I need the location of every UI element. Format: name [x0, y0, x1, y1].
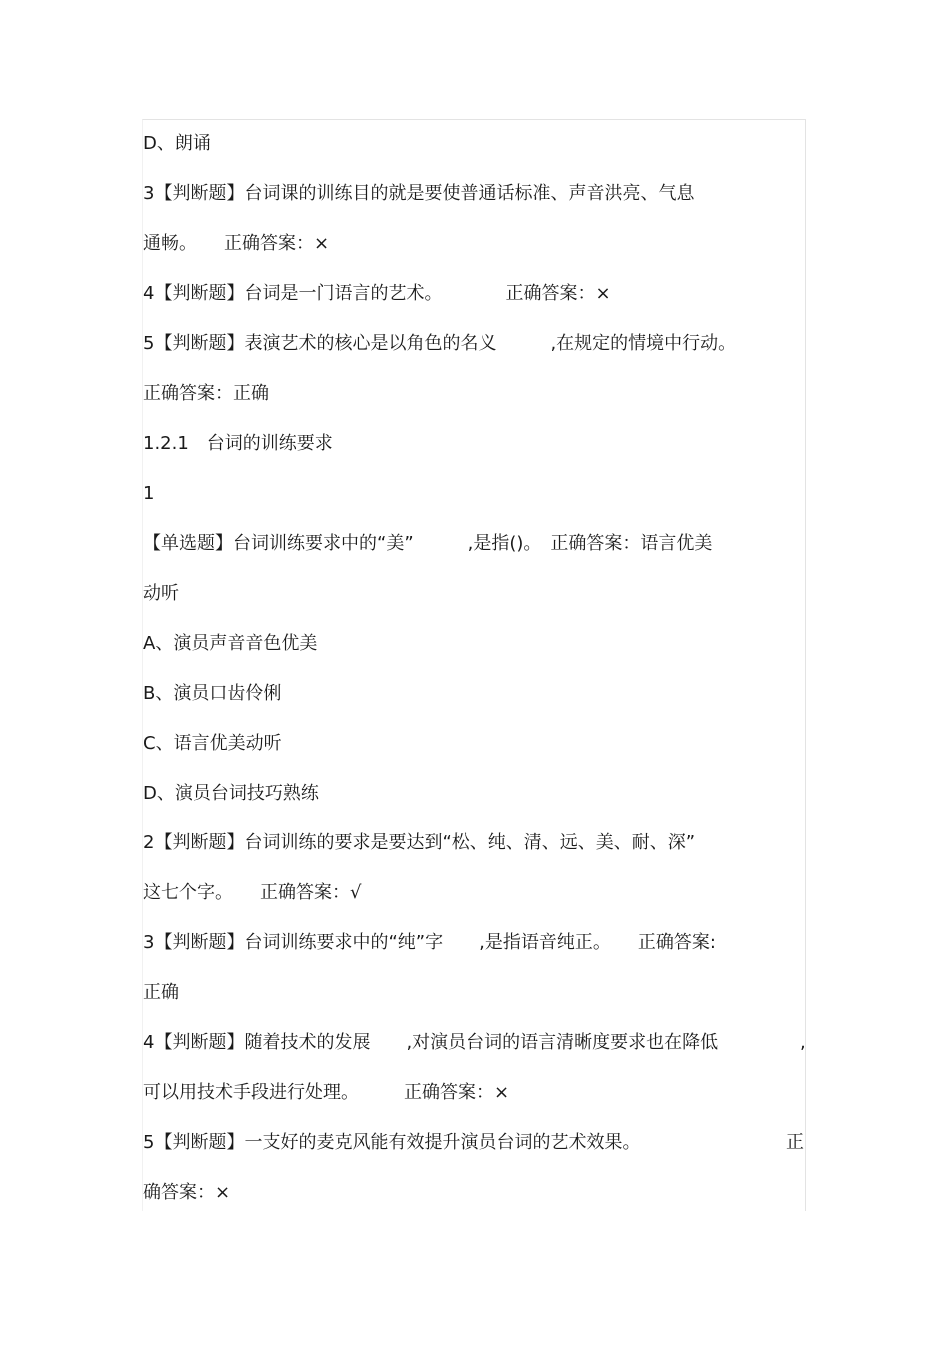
- single-choice-question-line-2: 动听: [143, 583, 179, 604]
- option-b: B、演员口齿伶俐: [143, 683, 282, 704]
- single-choice-question-line-1: 【单选题】台词训练要求中的“美” ,是指()。 正确答案：语言优美: [143, 533, 713, 554]
- question-3-line-1: 3【判断题】台词课的训练目的就是要使普通话标准、声音洪亮、气息: [143, 183, 695, 204]
- judgement-2-line-2: 这七个字。 正确答案：√: [143, 882, 362, 903]
- section-heading: 1.2.1 台词的训练要求: [143, 433, 333, 454]
- question-5-line-1: 5【判断题】表演艺术的核心是以角色的名义 ,在规定的情境中行动。: [143, 333, 737, 354]
- judgement-3-line-2: 正确: [143, 982, 179, 1003]
- option-c: C、语言优美动听: [143, 733, 282, 754]
- option-a: A、演员声音音色优美: [143, 633, 318, 654]
- judgement-3-line-1: 3【判断题】台词训练要求中的“纯”字 ,是指语音纯正。 正确答案:: [143, 932, 716, 953]
- judgement-5-line-1: 5【判断题】一支好的麦克风能有效提升演员台词的艺术效果。: [143, 1132, 641, 1153]
- question-3-line-2: 通畅。 正确答案：×: [143, 233, 330, 254]
- judgement-5-trailing-char: 正: [786, 1132, 804, 1153]
- judgement-4-line-2: 可以用技术手段进行处理。 正确答案：×: [143, 1082, 510, 1103]
- judgement-4-trailing-comma: ,: [800, 1032, 806, 1053]
- question-4: 4【判断题】台词是一门语言的艺术。 正确答案：×: [143, 283, 611, 304]
- judgement-5-line-2: 确答案：×: [143, 1182, 231, 1203]
- question-number: 1: [143, 483, 155, 504]
- option-d: D、演员台词技巧熟练: [143, 783, 319, 804]
- judgement-4-line-1: 4【判断题】随着技术的发展 ,对演员台词的语言清晰度要求也在降低: [143, 1032, 719, 1053]
- option-d-recitation: D、朗诵: [143, 133, 211, 154]
- question-5-answer: 正确答案：正确: [143, 383, 269, 404]
- judgement-2-line-1: 2【判断题】台词训练的要求是要达到“松、纯、清、远、美、耐、深”: [143, 832, 696, 853]
